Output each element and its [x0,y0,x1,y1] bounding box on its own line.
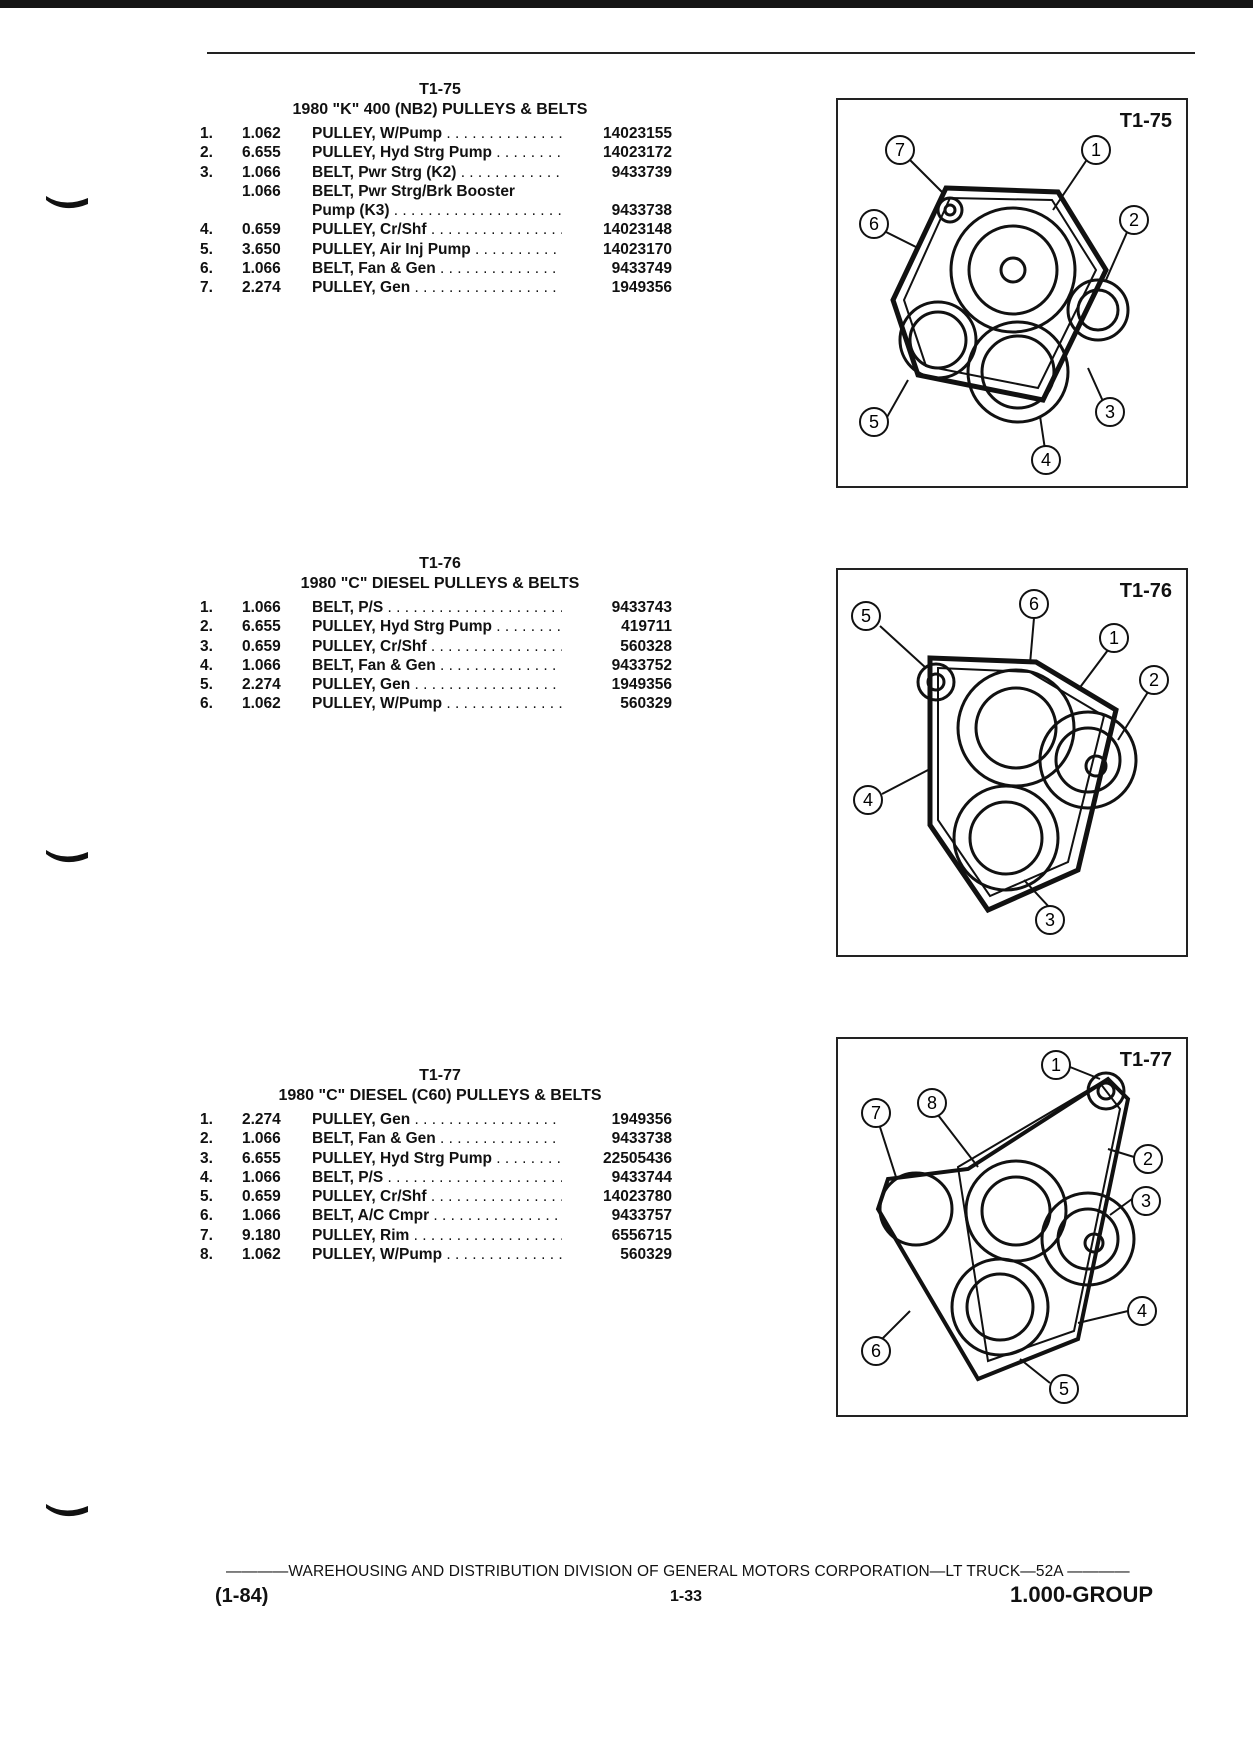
part-row [200,1168,680,1187]
item-number: 1. [200,599,213,616]
part-row [200,637,680,656]
callout-6-icon [860,210,888,238]
item-number: 1. [200,125,213,142]
part-row [200,143,680,162]
part-description: PULLEY, Hyd Strg Pump . . . [312,1149,562,1168]
callout-3-icon [1132,1187,1160,1215]
part-number: 560329 [620,695,672,713]
part-row [200,1206,680,1225]
item-number: 6. [200,1207,213,1225]
item-number: 7. [200,1226,213,1244]
part-description: PULLEY, Hyd Strg Pump . . . [312,617,562,636]
part-number: 14023780 [603,1188,672,1206]
figure-label: T1-75 [1119,110,1172,132]
part-row [200,1149,680,1168]
figure-label: T1-76 [1119,580,1172,602]
footer-page-number: 1-33 [670,1588,703,1605]
svg-text:2: 2 [1148,670,1160,690]
part-row [200,1110,680,1129]
figure-label: T1-77 [1119,1049,1172,1071]
part-row [200,1187,680,1206]
svg-text:4: 4 [862,790,874,810]
part-number: 14023155 [603,125,672,142]
svg-text:5: 5 [1058,1379,1070,1399]
part-description: BELT, Pwr Strg (K2) . . . [312,163,562,182]
svg-text:7: 7 [894,140,906,160]
part-number: 1949356 [611,676,672,694]
section-title: 1980 "C" DIESEL (C60) PULLEYS & BELTS [278,1087,602,1104]
callout-4-icon [1032,446,1060,474]
part-number: 9433738 [611,1130,672,1148]
svg-text:3: 3 [1140,1191,1152,1211]
callout-3-icon [1096,398,1124,426]
part-description: PULLEY, Cr/Shf . . . [312,1187,562,1206]
part-row [200,656,680,675]
parts-section-t1-77 [200,1066,680,1264]
part-number: 6556715 [611,1226,672,1244]
svg-text:6: 6 [868,214,880,234]
figure-t1-77 [836,1037,1188,1417]
svg-text:4: 4 [1136,1301,1148,1321]
part-row [200,124,680,143]
footer-revision-date: (1-84) [215,1585,269,1607]
parts-list [200,1110,680,1264]
figure-t1-75 [836,98,1188,488]
group-number: 6.655 [242,1149,281,1167]
item-number: 6. [200,695,213,713]
group-number: 1.066 [242,599,281,616]
svg-text:5: 5 [868,412,880,432]
item-number: 4. [200,221,213,239]
callout-2-icon [1140,666,1168,694]
item-number: 5. [200,1188,213,1206]
part-number: 560328 [620,637,672,655]
group-number: 1.062 [242,125,281,142]
part-number: 419711 [621,618,672,636]
svg-text:5: 5 [860,606,872,626]
part-row [200,201,680,220]
header-rule [207,52,1195,54]
part-row [200,220,680,239]
item-number: 8. [200,1246,213,1264]
callout-3-icon [1036,906,1064,934]
part-description: BELT, Pwr Strg/Brk Booster [312,182,515,200]
part-row [200,278,680,297]
part-description: PULLEY, Gen . . . [312,675,562,694]
callout-1-icon [1042,1051,1070,1079]
part-number: 1949356 [611,1111,672,1128]
part-number: 1949356 [611,279,672,297]
group-number: 6.655 [242,144,281,162]
part-description: PULLEY, W/Pump . . . [312,1245,562,1264]
binder-hole-mark [44,192,90,214]
part-number: 9433744 [611,1168,672,1186]
part-row [200,1129,680,1148]
part-row [200,694,680,713]
svg-text:1: 1 [1050,1055,1062,1075]
pulley-diagram-t1-76 [838,570,1186,955]
part-row [200,1245,680,1264]
item-number: 1. [200,1111,213,1128]
group-number: 1.066 [242,656,281,674]
callout-4-icon [854,786,882,814]
part-number: 9433738 [611,202,672,220]
part-description: BELT, Fan & Gen . . . [312,1129,562,1148]
svg-text:6: 6 [870,1341,882,1361]
parts-list [200,598,680,714]
group-number: 0.659 [242,1188,281,1206]
callout-5-icon [860,408,888,436]
part-row [200,675,680,694]
part-description: PULLEY, Hyd Strg Pump . . . [312,143,562,162]
part-description: BELT, P/S . . . [312,1168,562,1187]
svg-text:2: 2 [1142,1149,1154,1169]
group-number: 1.062 [242,695,281,713]
footer-publisher-line: ————WAREHOUSING AND DISTRIBUTION DIVISION OF GENERAL MOTORS CORPORATION—LT TRUCK—52A ———— [226,1563,1130,1580]
part-description: PULLEY, Cr/Shf . . . [312,637,562,656]
part-description: PULLEY, Gen . . . [312,278,562,297]
item-number: 5. [200,676,213,694]
item-number [200,201,242,220]
item-number: 4. [200,1168,213,1186]
group-number: 2.274 [242,1111,281,1128]
item-number: 7. [200,279,213,297]
part-row [200,182,680,201]
callout-1-icon [1082,136,1110,164]
callout-7-icon [862,1099,890,1127]
part-description: BELT, A/C Cmpr . . . [312,1206,562,1225]
part-description: PULLEY, Gen . . . [312,1110,562,1129]
svg-text:7: 7 [870,1103,882,1123]
part-description: PULLEY, W/Pump . . . [312,124,562,143]
group-number: 0.659 [242,221,281,239]
svg-text:1: 1 [1108,628,1120,648]
part-number: 9433752 [611,656,672,674]
part-number: 9433757 [611,1207,672,1225]
part-row [200,240,680,259]
item-number: 3. [200,163,213,181]
item-number: 5. [200,240,213,258]
item-number: 3. [200,637,213,655]
group-number: 1.066 [242,182,281,200]
svg-text:8: 8 [926,1093,938,1113]
group-number: 1.066 [242,260,281,278]
svg-text:6: 6 [1028,594,1040,614]
group-number: 2.274 [242,279,281,297]
page-top-border [0,0,1253,8]
section-title: 1980 "K" 400 (NB2) PULLEYS & BELTS [292,101,588,118]
group-number: 1.066 [242,1130,281,1148]
group-number: 9.180 [242,1226,281,1244]
parts-list [200,124,680,298]
footer-group-number: 1.000-GROUP [1010,1582,1154,1607]
group-number [242,201,312,220]
group-number: 1.066 [242,163,281,181]
part-description: PULLEY, Air Inj Pump . . . [312,240,562,259]
item-number: 2. [200,618,213,636]
callout-8-icon [918,1089,946,1117]
part-description: PULLEY, W/Pump . . . [312,694,562,713]
part-row [200,617,680,636]
group-number: 2.274 [242,676,281,694]
group-number: 1.062 [242,1246,281,1264]
svg-text:3: 3 [1044,910,1056,930]
callout-4-icon [1128,1297,1156,1325]
binder-hole-mark [44,1500,90,1522]
part-description: PULLEY, Cr/Shf . . . [312,220,562,239]
section-code: T1-76 [419,555,461,572]
part-number: 14023148 [603,221,672,239]
callout-1-icon [1100,624,1128,652]
pulley-diagram-t1-75 [838,100,1186,486]
part-row [200,163,680,182]
item-number [200,182,242,201]
callout-2-icon [1120,206,1148,234]
item-number: 4. [200,656,213,674]
svg-text:4: 4 [1040,450,1052,470]
part-number: 9433739 [611,163,672,181]
item-number: 2. [200,1130,213,1148]
svg-text:3: 3 [1104,402,1116,422]
part-row [200,1226,680,1245]
callout-6-icon [1020,590,1048,618]
callout-5-icon [1050,1375,1078,1403]
group-number: 1.066 [242,1168,281,1186]
section-code: T1-77 [419,1067,461,1084]
part-description: BELT, Fan & Gen . . . [312,259,562,278]
part-number: 22505436 [603,1149,672,1167]
callout-5-icon [852,602,880,630]
item-number: 3. [200,1149,213,1167]
group-number: 3.650 [242,240,281,258]
part-number: 9433743 [611,599,672,616]
callout-6-icon [862,1337,890,1365]
part-row [200,598,680,617]
part-number: 560329 [620,1246,672,1264]
group-number: 1.066 [242,1207,281,1225]
part-description: Pump (K3) . . . [312,201,562,220]
pulley-diagram-t1-77 [838,1039,1186,1415]
section-code: T1-75 [419,81,461,98]
binder-hole-mark [44,846,90,868]
callout-2-icon [1134,1145,1162,1173]
parts-section-t1-75 [200,80,680,298]
group-number: 0.659 [242,637,281,655]
part-row [200,259,680,278]
part-description: PULLEY, Rim . . . [312,1226,562,1245]
part-number: 14023172 [603,144,672,162]
part-description: BELT, Fan & Gen . . . [312,656,562,675]
part-description: BELT, P/S . . . [312,598,562,617]
callout-7-icon [886,136,914,164]
parts-section-t1-76 [200,554,680,714]
figure-t1-76 [836,568,1188,957]
part-number: 9433749 [611,260,672,278]
part-number: 14023170 [603,240,672,258]
part-number [562,182,672,201]
svg-text:2: 2 [1128,210,1140,230]
svg-text:1: 1 [1090,140,1102,160]
item-number: 6. [200,260,213,278]
section-title: 1980 "C" DIESEL PULLEYS & BELTS [300,575,580,592]
item-number: 2. [200,144,213,162]
group-number: 6.655 [242,618,281,636]
